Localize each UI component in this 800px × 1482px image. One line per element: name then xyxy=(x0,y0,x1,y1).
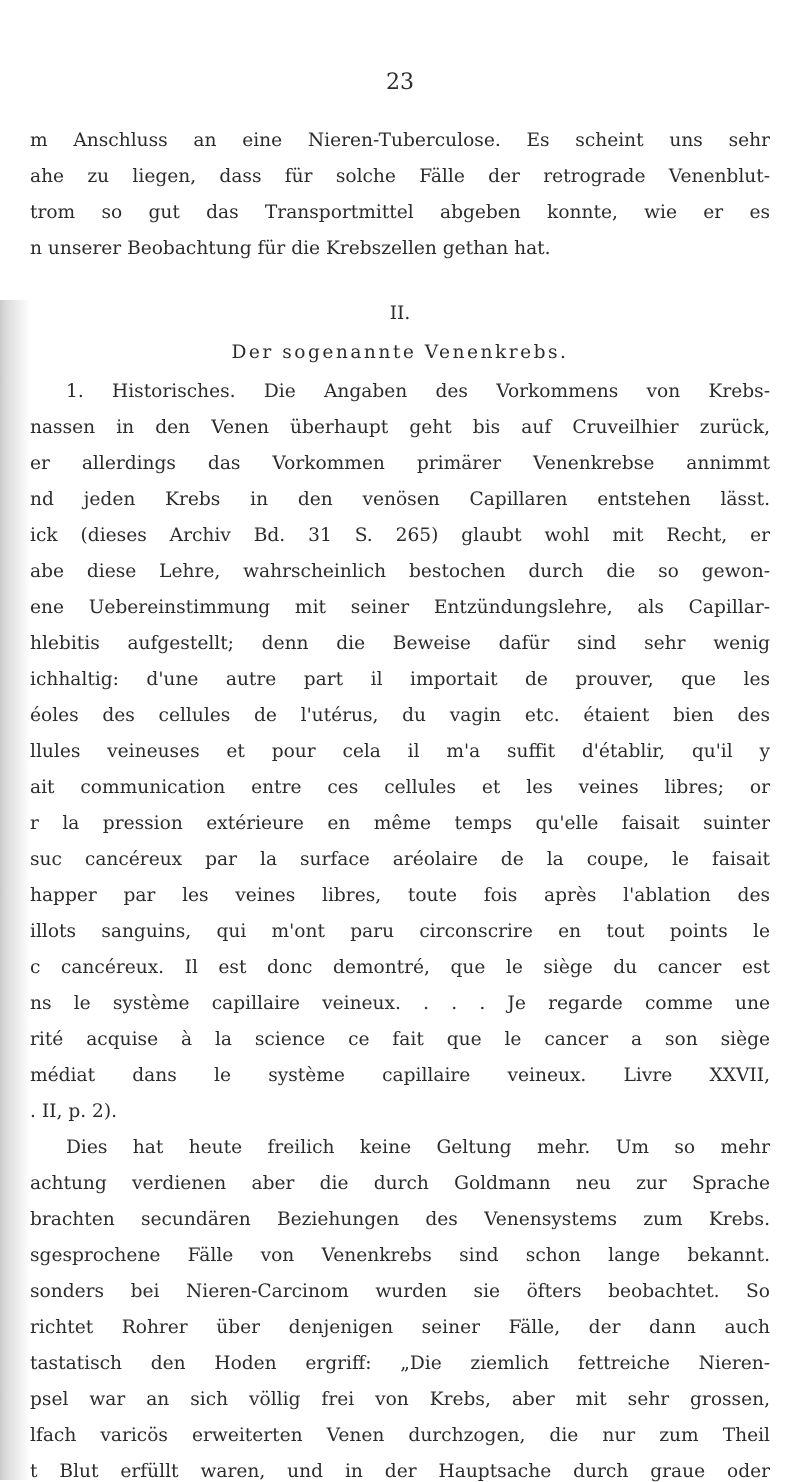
text-line: n unserer Beobachtung für die Krebszellen gethan hat. xyxy=(30,238,551,259)
text-line: trom so gut das Transportmittel abgeben konnte, wie er es xyxy=(30,202,770,223)
text-line: ichhaltig: d'une autre part il importait de prouver, que les xyxy=(30,669,770,690)
text-line: r la pression extérieure en même temps qu'elle faisait suinter xyxy=(30,813,770,834)
text-line: c cancéreux. Il est donc demontré, que le siège du cancer est xyxy=(30,957,770,978)
text-line: nd jeden Krebs in den venösen Capillaren entstehen lässt. xyxy=(30,489,770,510)
text-line: psel war an sich völlig frei von Krebs, aber mit sehr grossen, xyxy=(30,1389,770,1410)
text-line: lfach varicös erweiterten Venen durchzogen, die nur zum Theil xyxy=(30,1425,770,1446)
text-line: médiat dans le système capillaire veineux. Livre XXVII, xyxy=(30,1065,770,1086)
text-line: . II, p. 2). xyxy=(30,1101,118,1122)
page-binding-shadow xyxy=(0,300,30,1480)
text-line: ns le système capillaire veineux. . . . Je regarde comme une xyxy=(30,993,770,1014)
text-line: illots sanguins, qui m'ont paru circonscrire en tout points le xyxy=(30,921,770,942)
text-line: t Blut erfüllt waren, und in der Hauptsache durch graue oder xyxy=(30,1461,770,1482)
page-number: 23 xyxy=(386,70,414,95)
section-title: Der sogenannte Venenkrebs. xyxy=(231,342,569,363)
text-line: suc cancéreux par la surface aréolaire de la coupe, le faisait xyxy=(30,849,770,870)
text-line: ene Uebereinstimmung mit seiner Entzündungslehre, als Capillar- xyxy=(30,597,770,618)
text-line: éoles des cellules de l'utérus, du vagin etc. étaient bien des xyxy=(30,705,770,726)
text-line: abe diese Lehre, wahrscheinlich bestochen durch die so gewon- xyxy=(30,561,770,582)
text-line: nassen in den Venen überhaupt geht bis auf Cruveilhier zurück, xyxy=(30,417,770,438)
text-line: ait communication entre ces cellules et les veines libres; or xyxy=(30,777,770,798)
text-line: brachten secundären Beziehungen des Venensystems zum Krebs. xyxy=(30,1209,770,1230)
text-line: tastatisch den Hoden ergriff: „Die ziemlich fettreiche Nieren- xyxy=(30,1353,770,1374)
text-line: 1. Historisches. Die Angaben des Vorkommens von Krebs- xyxy=(66,381,770,402)
text-line: llules veineuses et pour cela il m'a suffit d'établir, qu'il y xyxy=(30,741,770,762)
text-line: m Anschluss an eine Nieren-Tuberculose. Es scheint uns sehr xyxy=(30,130,770,151)
text-line: richtet Rohrer über denjenigen seiner Fälle, der dann auch xyxy=(30,1317,770,1338)
text-line: ahe zu liegen, dass für solche Fälle der retrograde Venenblut- xyxy=(30,166,770,187)
text-line: sonders bei Nieren-Carcinom wurden sie öfters beobachtet. So xyxy=(30,1281,770,1302)
text-line: hlebitis aufgestellt; denn die Beweise dafür sind sehr wenig xyxy=(30,633,770,654)
text-line: rité acquise à la science ce fait que le cancer a son siège xyxy=(30,1029,770,1050)
text-line: achtung verdienen aber die durch Goldmann neu zur Sprache xyxy=(30,1173,770,1194)
section-number: II. xyxy=(389,303,411,324)
text-line: Dies hat heute freilich keine Geltung mehr. Um so mehr xyxy=(66,1137,770,1158)
text-line: er allerdings das Vorkommen primärer Venenkrebse annimmt xyxy=(30,453,770,474)
text-line: ick (dieses Archiv Bd. 31 S. 265) glaubt wohl mit Recht, er xyxy=(30,525,770,546)
text-line: sgesprochene Fälle von Venenkrebs sind schon lange bekannt. xyxy=(30,1245,770,1266)
text-line: happer par les veines libres, toute fois après l'ablation des xyxy=(30,885,770,906)
